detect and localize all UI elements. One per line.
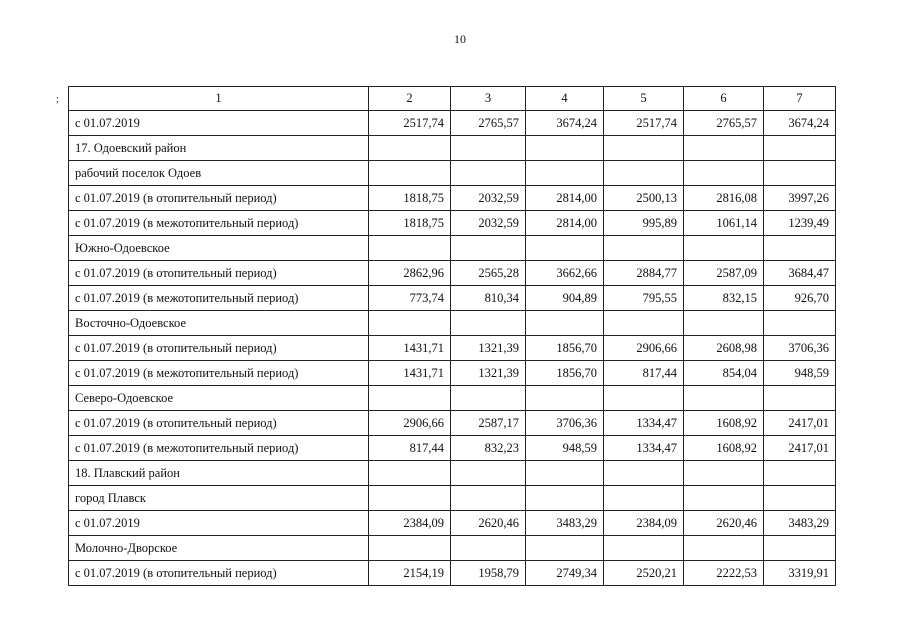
tariff-value [604, 486, 684, 511]
tariff-value [684, 236, 764, 261]
row-label: 18. Плавский район [69, 461, 369, 486]
tariff-value: 1818,75 [369, 211, 451, 236]
tariff-value: 2906,66 [604, 336, 684, 361]
tariff-value: 2587,09 [684, 261, 764, 286]
tariff-value [684, 486, 764, 511]
tariff-value [526, 386, 604, 411]
tariff-value: 2862,96 [369, 261, 451, 286]
tariff-value: 904,89 [526, 286, 604, 311]
tariff-value: 795,55 [604, 286, 684, 311]
tariff-value: 810,34 [451, 286, 526, 311]
tariff-value: 2765,57 [451, 111, 526, 136]
tariff-value: 3706,36 [526, 411, 604, 436]
table-row [69, 311, 836, 336]
row-label: с 01.07.2019 (в отопительный период) [69, 336, 369, 361]
tariff-value: 2620,46 [684, 511, 764, 536]
table-row [69, 161, 836, 186]
tariff-value: 2417,01 [764, 411, 836, 436]
tariff-value [684, 386, 764, 411]
tariff-value: 1334,47 [604, 436, 684, 461]
tariff-value [526, 486, 604, 511]
tariff-value: 3684,47 [764, 261, 836, 286]
tariff-value: 3662,66 [526, 261, 604, 286]
column-header-3: 3 [451, 87, 526, 111]
tariff-value [369, 386, 451, 411]
tariff-value: 995,89 [604, 211, 684, 236]
tariff-value: 1061,14 [684, 211, 764, 236]
table-row [69, 261, 836, 286]
tariff-value: 3674,24 [526, 111, 604, 136]
tariff-value [451, 136, 526, 161]
tariff-value [684, 136, 764, 161]
row-label: с 01.07.2019 (в межотопительный период) [69, 361, 369, 386]
table-row [69, 336, 836, 361]
tariff-value [451, 161, 526, 186]
tariff-value [369, 461, 451, 486]
table-row [69, 136, 836, 161]
tariff-value: 948,59 [526, 436, 604, 461]
tariff-value [451, 236, 526, 261]
tariff-value [684, 461, 764, 486]
tariff-value: 2517,74 [369, 111, 451, 136]
tariff-value: 3997,26 [764, 186, 836, 211]
tariff-value [764, 386, 836, 411]
tariff-value [764, 136, 836, 161]
tariff-value: 3483,29 [526, 511, 604, 536]
column-header-4: 4 [526, 87, 604, 111]
tariff-value: 832,15 [684, 286, 764, 311]
tariff-value [604, 461, 684, 486]
row-label: Южно-Одоевское [69, 236, 369, 261]
tariff-value: 1239,49 [764, 211, 836, 236]
row-label: с 01.07.2019 (в межотопительный период) [69, 211, 369, 236]
column-header-7: 7 [764, 87, 836, 111]
table-header-row [69, 87, 836, 111]
table-row [69, 486, 836, 511]
tariff-value [526, 161, 604, 186]
tariff-value: 2384,09 [604, 511, 684, 536]
tariff-value [369, 136, 451, 161]
tariff-value [684, 161, 764, 186]
tariff-value: 1608,92 [684, 436, 764, 461]
table-row [69, 411, 836, 436]
tariff-value [369, 161, 451, 186]
row-label: Молочно-Дворское [69, 536, 369, 561]
tariff-value [764, 486, 836, 511]
table-row [69, 461, 836, 486]
table-row [69, 186, 836, 211]
tariff-value: 1608,92 [684, 411, 764, 436]
tariff-value: 1321,39 [451, 336, 526, 361]
tariff-value [451, 311, 526, 336]
table-row [69, 361, 836, 386]
tariff-value [764, 236, 836, 261]
tariff-value [451, 486, 526, 511]
tariff-value: 2565,28 [451, 261, 526, 286]
tariff-value: 3319,91 [764, 561, 836, 586]
row-label: 17. Одоевский район [69, 136, 369, 161]
row-label: с 01.07.2019 (в межотопительный период) [69, 286, 369, 311]
tariff-value: 2816,08 [684, 186, 764, 211]
tariff-value: 2384,09 [369, 511, 451, 536]
column-header-6: 6 [684, 87, 764, 111]
tariff-value [764, 536, 836, 561]
tariff-value: 2032,59 [451, 211, 526, 236]
column-header-2: 2 [369, 87, 451, 111]
tariff-value: 1321,39 [451, 361, 526, 386]
tariff-value [764, 311, 836, 336]
tariff-value [526, 536, 604, 561]
tariff-value [604, 236, 684, 261]
table-row [69, 211, 836, 236]
tariff-value [369, 236, 451, 261]
row-label: с 01.07.2019 (в отопительный период) [69, 411, 369, 436]
tariff-value: 3674,24 [764, 111, 836, 136]
tariff-value [369, 311, 451, 336]
tariff-value [684, 311, 764, 336]
tariff-value [451, 461, 526, 486]
tariff-value: 2620,46 [451, 511, 526, 536]
tariff-value: 926,70 [764, 286, 836, 311]
column-header-5: 5 [604, 87, 684, 111]
tariff-value [604, 161, 684, 186]
tariff-value: 832,23 [451, 436, 526, 461]
tariff-value [604, 136, 684, 161]
tariff-value: 2765,57 [684, 111, 764, 136]
table-row [69, 561, 836, 586]
column-header-1: 1 [69, 87, 369, 111]
tariff-value [526, 136, 604, 161]
tariff-table [68, 86, 836, 586]
tariff-value: 2814,00 [526, 211, 604, 236]
tariff-value: 1856,70 [526, 336, 604, 361]
tariff-value: 2520,21 [604, 561, 684, 586]
row-label: рабочий поселок Одоев [69, 161, 369, 186]
tariff-value [684, 536, 764, 561]
tariff-value: 1334,47 [604, 411, 684, 436]
tariff-value: 2749,34 [526, 561, 604, 586]
tariff-value [604, 536, 684, 561]
row-label: с 01.07.2019 (в отопительный период) [69, 261, 369, 286]
row-label: Северо-Одоевское [69, 386, 369, 411]
tariff-value [526, 236, 604, 261]
tariff-value: 2906,66 [369, 411, 451, 436]
tariff-value [369, 536, 451, 561]
tariff-value [604, 386, 684, 411]
tariff-value: 2417,01 [764, 436, 836, 461]
tariff-value: 1958,79 [451, 561, 526, 586]
table-row [69, 236, 836, 261]
row-label: город Плавск [69, 486, 369, 511]
table-row [69, 436, 836, 461]
tariff-value: 948,59 [764, 361, 836, 386]
tariff-value: 1431,71 [369, 361, 451, 386]
table-row [69, 511, 836, 536]
tariff-value: 1818,75 [369, 186, 451, 211]
tariff-value [604, 311, 684, 336]
page-number: 10 [454, 32, 466, 46]
tariff-value [369, 486, 451, 511]
tariff-value [764, 461, 836, 486]
tariff-value: 817,44 [604, 361, 684, 386]
tariff-value: 773,74 [369, 286, 451, 311]
row-label: с 01.07.2019 (в межотопительный период) [69, 436, 369, 461]
tariff-value [451, 386, 526, 411]
row-label: Восточно-Одоевское [69, 311, 369, 336]
tariff-value: 2500,13 [604, 186, 684, 211]
tariff-value: 854,04 [684, 361, 764, 386]
tariff-value: 2222,53 [684, 561, 764, 586]
tariff-value: 2154,19 [369, 561, 451, 586]
tariff-value: 2032,59 [451, 186, 526, 211]
tariff-value: 817,44 [369, 436, 451, 461]
tariff-value [526, 311, 604, 336]
margin-mark: ; [56, 93, 60, 105]
tariff-value [526, 461, 604, 486]
tariff-value: 2814,00 [526, 186, 604, 211]
table-row [69, 286, 836, 311]
row-label: с 01.07.2019 [69, 511, 369, 536]
tariff-value: 2587,17 [451, 411, 526, 436]
tariff-value [764, 161, 836, 186]
tariff-value: 3483,29 [764, 511, 836, 536]
table-row [69, 386, 836, 411]
row-label: с 01.07.2019 [69, 111, 369, 136]
table-row [69, 536, 836, 561]
tariff-value: 3706,36 [764, 336, 836, 361]
row-label: с 01.07.2019 (в отопительный период) [69, 186, 369, 211]
tariff-value: 2608,98 [684, 336, 764, 361]
table-row [69, 111, 836, 136]
tariff-value [451, 536, 526, 561]
row-label: с 01.07.2019 (в отопительный период) [69, 561, 369, 586]
tariff-value: 2517,74 [604, 111, 684, 136]
tariff-value: 1856,70 [526, 361, 604, 386]
tariff-value: 2884,77 [604, 261, 684, 286]
tariff-value: 1431,71 [369, 336, 451, 361]
